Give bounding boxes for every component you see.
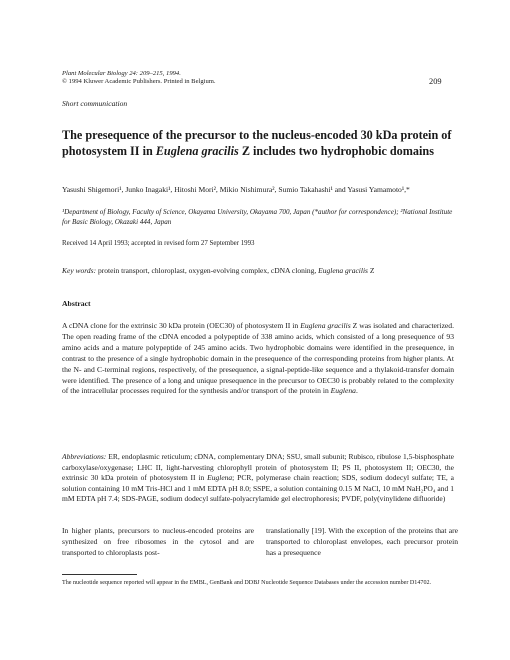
abbreviations-label: Abbreviations: bbox=[62, 452, 107, 461]
received-dates: Received 14 April 1993; accepted in revised form 27 September 1993 bbox=[62, 240, 255, 247]
body-column-left: In higher plants, precursors to nucleus-encoded proteins are synthesized on free ribosomes in the cytosol and are transported to chloroplasts post- bbox=[62, 526, 254, 557]
abstract-text-1: A cDNA clone for the extrinsic 30 kDa protein (OEC30) of photosystem II in bbox=[62, 321, 301, 330]
abbreviations-text-2: ; PCR, polymerase chain reaction; SDS, sodium dodecyl sulfate; TE, a solution containing 10 mM Tris-HCl and 1 mM EDTA pH 8.0; SSPE, a solution containing 0.15 M NaCl, 10 mM NaH₂PO₄ and 1 mM EDTA pH 7.4; SDS-PAGE, sodium dodecyl sulfate-polyacrylamide gel electrophoresis; PVDF, poly(vinylidene difluoride) bbox=[62, 473, 455, 503]
abbreviations bbox=[62, 452, 454, 505]
title-species: Euglena gracilis bbox=[155, 143, 239, 158]
footnote-divider bbox=[62, 574, 137, 575]
abstract-body bbox=[62, 321, 454, 397]
title-part-2: Z includes two hydrophobic domains bbox=[238, 143, 434, 158]
page-number: 209 bbox=[429, 77, 442, 86]
paper-title bbox=[62, 128, 462, 159]
title-part-1: The presequence of the precursor to the nucleus-encoded 30 kDa protein of photosystem II in bbox=[62, 128, 452, 158]
abstract-species: Euglena gracilis bbox=[300, 321, 351, 330]
journal-citation bbox=[62, 70, 362, 87]
affiliations: ¹Department of Biology, Faculty of Science, Okayama University, Okayama 700, Japan (*author for correspondence); ²National Institute for Basic Biology, Okazaki 444, Japan bbox=[62, 208, 453, 226]
keywords-species: Euglena gracilis bbox=[318, 266, 368, 275]
section-label: Short communication bbox=[62, 99, 128, 108]
keywords-text: protein transport, chloroplast, oxygen-evolving complex, cDNA cloning, bbox=[96, 266, 319, 275]
abbreviations-text-1: ER, endoplasmic reticulum; cDNA, complementary DNA; SSU, small subunit; Rubisco, ribulose 1,5-bisphosphate carboxylase/oxygenase; LHC II, light-harvesting chlorophyll protein of photosystem II; PS II, photosystem II; OEC30, the extrinsic 30 kDa protein of photosystem II in bbox=[62, 452, 454, 482]
copyright-line: © 1994 Kluwer Academic Publishers. Printed in Belgium. bbox=[62, 78, 216, 86]
keywords bbox=[62, 266, 462, 275]
abstract-species-2: Euglena bbox=[330, 386, 356, 396]
abstract-heading: Abstract bbox=[62, 299, 91, 308]
abbreviations-species: Euglena bbox=[207, 473, 233, 482]
abstract-text-3: . bbox=[355, 386, 358, 396]
author-list: Yasushi Shigemori¹, Junko Inagaki¹, Hitoshi Mori², Mikio Nishimura², Sumio Takahashi¹ and Yasusi Yamamoto¹,* bbox=[62, 185, 410, 194]
journal-name-line: Plant Molecular Biology 24: 209–215, 1994. bbox=[62, 70, 181, 77]
body-column-right: translationally [19]. With the exception of the proteins that are transported to chloroplast envelopes, each precursor protein has a presequence bbox=[266, 526, 458, 557]
footnote: The nucleotide sequence reported will appear in the EMBL, GenBank and DDBJ Nucleotide Sequence Databases under the accession number D14702. bbox=[62, 580, 432, 586]
keywords-text-end: Z bbox=[367, 266, 375, 275]
keywords-label: Key words: bbox=[62, 266, 97, 275]
abstract-text-2: Z was isolated and characterized. The open reading frame of the cDNA encoded a polypeptide of 338 amino acids, which consisted of a long presequence of 93 amino acids and a mature polypeptide of 245 amino acids. Two hydrophobic domains were identified in the presequence, in contrast to the presence of a single hydrophobic domain in the presequence of the corresponding proteins from higher plants. At the N- and C-terminal regions, respectively, of the presequence, a signal-peptide-like sequence and a thylakoid-transfer domain were identified. The presence of a long and unique presequence in the precursor to OEC30 is probably related to the complexity of the intracellular processes required for the synthesis and/or transport of the protein in bbox=[62, 321, 454, 396]
